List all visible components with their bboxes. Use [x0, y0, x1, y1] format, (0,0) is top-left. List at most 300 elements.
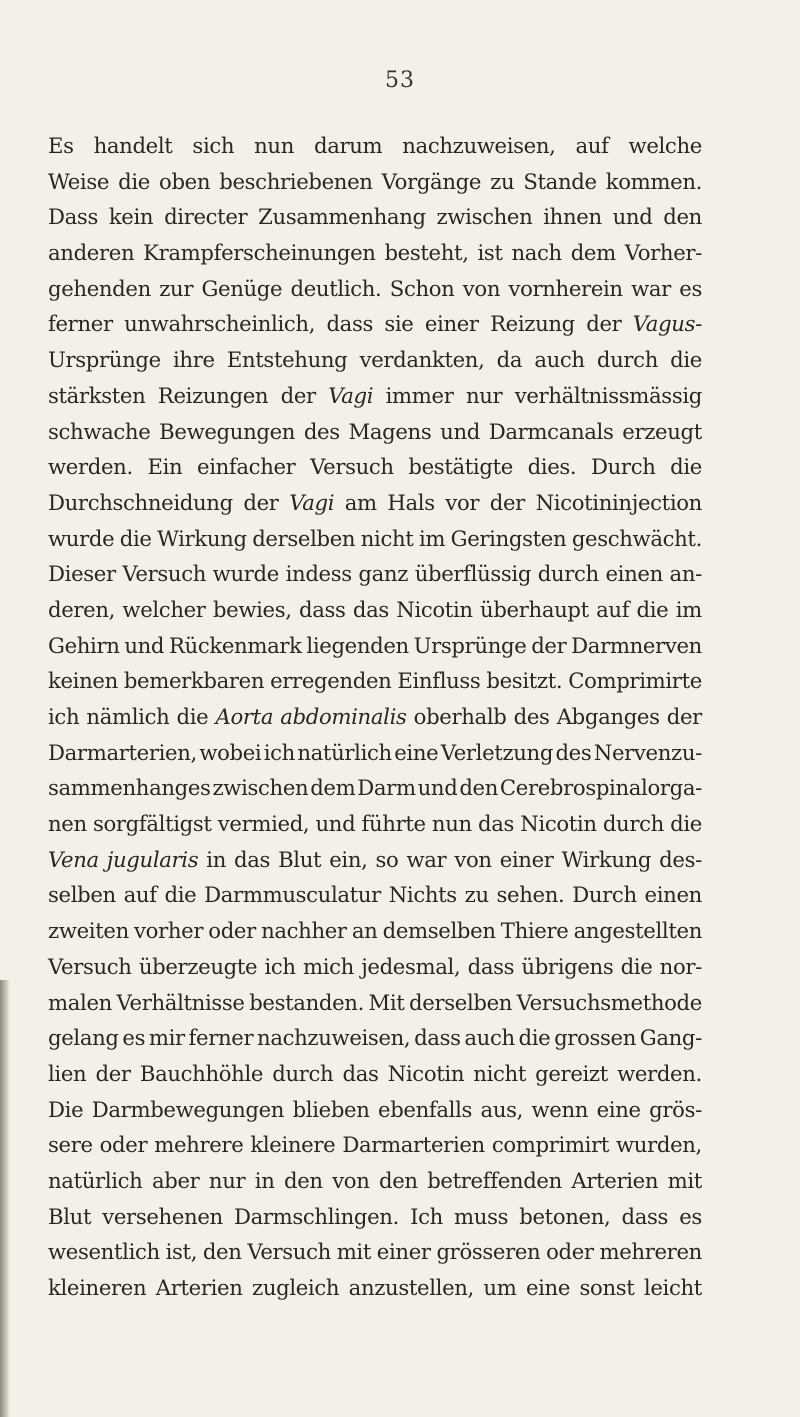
word: mit: [667, 1167, 702, 1193]
word: die: [670, 811, 702, 837]
word: Ein: [147, 454, 183, 480]
word: stärksten: [48, 382, 146, 408]
word: die: [670, 454, 702, 480]
word: vor: [445, 489, 480, 515]
word: eine: [596, 1096, 641, 1122]
word: muss: [454, 1203, 509, 1229]
word: dem: [570, 240, 616, 266]
word: betonen,: [519, 1203, 611, 1229]
word: anzustellen,: [348, 1275, 474, 1300]
text-line: [48, 1163, 702, 1199]
text-line: [48, 735, 702, 771]
word: war: [631, 275, 671, 301]
word: Ich: [410, 1203, 443, 1229]
text-line: [48, 271, 702, 307]
word: erzeugt: [622, 418, 702, 444]
word: Vagus-: [632, 311, 702, 337]
text-line: [48, 806, 702, 842]
word: bestanden.: [249, 989, 364, 1015]
word: nämlich: [86, 704, 170, 729]
word: so: [375, 846, 399, 872]
word: bewies,: [212, 596, 292, 622]
word: vermied,: [217, 811, 310, 837]
word: einfacher: [197, 454, 296, 480]
word: angestellten: [573, 918, 702, 944]
word: es: [122, 1025, 146, 1051]
word: eine: [394, 739, 439, 765]
word: ein,: [329, 846, 368, 872]
word: der: [666, 704, 702, 729]
word: Reizungen: [157, 382, 269, 408]
word: mehrere: [154, 1132, 244, 1158]
word: erregenden: [270, 668, 392, 694]
binding-shadow: [0, 980, 10, 1417]
word: und: [612, 204, 653, 230]
word: sorgfältigst: [92, 811, 212, 837]
word: einer: [499, 846, 554, 872]
word: eine: [525, 1275, 571, 1300]
word: wobei: [199, 739, 262, 765]
text-line: [48, 1020, 702, 1056]
word: Hals: [387, 489, 435, 515]
word: die: [636, 596, 669, 622]
word: der: [243, 489, 279, 515]
word: nach: [511, 240, 562, 266]
word: selben: [48, 882, 116, 908]
word: am: [344, 489, 377, 515]
word: beschriebenen: [219, 168, 373, 194]
word: wurde: [48, 525, 115, 551]
word: Arterien: [155, 1275, 243, 1300]
word: durch: [272, 1060, 334, 1086]
text-line: [48, 128, 702, 164]
text-line: [48, 913, 702, 949]
word: Nicotin: [520, 811, 597, 837]
word: Zusammenhang: [258, 204, 426, 230]
word: Darmschlingen.: [233, 1203, 399, 1229]
word: da: [496, 347, 523, 373]
word: ist: [477, 240, 503, 266]
word: nachher: [261, 918, 347, 944]
word: der: [531, 632, 567, 658]
text-line: [48, 342, 702, 378]
word: in: [254, 1167, 275, 1193]
word: ich: [48, 704, 80, 729]
word: handelt: [93, 133, 173, 158]
word: Ursprünge: [413, 632, 527, 658]
word: Darmnerven: [571, 632, 702, 658]
word: Darmarterien: [342, 1132, 485, 1158]
word: und: [124, 632, 165, 658]
word: grösseren: [436, 1239, 541, 1265]
word: und: [315, 811, 356, 837]
word: Stande: [523, 168, 597, 194]
word: Versuch: [310, 454, 394, 480]
word: auch: [464, 1025, 515, 1051]
word: Nicotininjection: [535, 489, 702, 515]
text-line: [48, 1199, 702, 1235]
text-line: [48, 877, 702, 913]
word: wurde: [212, 561, 279, 587]
word: den: [459, 775, 499, 801]
text-line: [48, 592, 702, 628]
word: führte: [361, 811, 426, 837]
word: deren,: [48, 596, 116, 622]
word: Magens: [348, 418, 432, 444]
word: gelang: [48, 1025, 119, 1051]
text-line: [48, 521, 702, 557]
word: Durch: [572, 882, 637, 908]
word: schwache: [48, 418, 151, 444]
word: der: [489, 489, 525, 515]
word: Cerebrospinalorga-: [499, 775, 702, 801]
word: Bauchhöhle: [139, 1060, 264, 1086]
word: Reizung: [490, 311, 575, 337]
word: Gang-: [639, 1025, 702, 1051]
word: Vagi: [289, 489, 335, 515]
word: die: [176, 704, 209, 729]
word: im: [675, 596, 702, 622]
word: das: [342, 1060, 379, 1086]
word: sich: [192, 133, 235, 158]
word: Einfluss: [397, 668, 481, 694]
word: Vagi: [328, 382, 374, 408]
body-text: [48, 128, 702, 1306]
text-line: [48, 1270, 702, 1306]
word: betreffenden: [427, 1167, 562, 1193]
word: oben: [159, 168, 211, 194]
word: auf: [123, 882, 157, 908]
word: Vorher-: [624, 240, 702, 266]
word: grös-: [649, 1096, 702, 1122]
word: übrigens: [521, 953, 614, 979]
word: Rückenmark: [168, 632, 302, 658]
word: indess: [285, 561, 352, 587]
word: versehenen: [102, 1203, 223, 1229]
word: es: [679, 1203, 702, 1229]
word: leicht: [643, 1275, 702, 1300]
text-line: [48, 842, 702, 878]
word: nor-: [659, 953, 702, 979]
word: Aorta: [215, 704, 274, 729]
word: den: [379, 1167, 418, 1193]
word: kleinere: [250, 1132, 336, 1158]
word: die: [118, 168, 150, 194]
word: mir: [148, 1025, 185, 1051]
word: das: [352, 596, 389, 622]
word: Durchschneidung: [48, 489, 233, 515]
word: ferner: [48, 311, 113, 337]
word: aber: [151, 1167, 200, 1193]
word: überhaupt: [480, 596, 589, 622]
word: werden.: [617, 1060, 702, 1086]
word: geschwächt.: [571, 525, 702, 551]
word: sehen.: [496, 882, 565, 908]
word: es: [679, 275, 702, 301]
word: den: [284, 1167, 323, 1193]
word: malen: [48, 989, 112, 1015]
text-line: [48, 1092, 702, 1128]
word: das: [478, 811, 515, 837]
word: Darmcanals: [488, 418, 614, 444]
word: gereizt: [535, 1060, 608, 1086]
word: die: [119, 525, 152, 551]
word: an: [351, 918, 378, 944]
text-line: [48, 235, 702, 271]
word: bemerkbaren: [123, 668, 265, 694]
word: Nicotin: [387, 1060, 465, 1086]
word: Ursprünge: [48, 347, 161, 373]
word: Dieser: [48, 561, 116, 587]
word: dass: [414, 1025, 461, 1051]
word: des: [513, 704, 550, 729]
word: darum: [313, 133, 383, 158]
word: um: [483, 1275, 517, 1300]
word: Vorgänge: [381, 168, 482, 194]
word: directer: [164, 204, 248, 230]
word: auf: [596, 596, 630, 622]
word: Es: [48, 133, 74, 158]
word: überflüssig: [414, 561, 532, 587]
word: vorher: [134, 918, 204, 944]
word: nachzuweisen,: [257, 1025, 411, 1051]
word: Blut: [278, 846, 322, 872]
word: dem: [310, 775, 356, 801]
text-line: [48, 770, 702, 806]
word: von: [454, 846, 492, 872]
word: besitzt.: [486, 668, 563, 694]
text-line: [48, 663, 702, 699]
word: ferner: [188, 1025, 254, 1051]
word: und: [440, 418, 480, 444]
text-line: [48, 378, 702, 414]
word: verdankten,: [359, 347, 485, 373]
text-line: [48, 985, 702, 1021]
word: oberhalb: [413, 704, 507, 729]
word: war: [406, 846, 447, 872]
word: ganz: [358, 561, 409, 587]
word: vornherein: [508, 275, 623, 301]
word: Versuch: [48, 953, 132, 979]
text-line: [48, 699, 702, 735]
word: sonst: [579, 1275, 635, 1300]
word: zwischen: [212, 775, 309, 801]
word: Versuch: [122, 561, 207, 587]
word: zwischen: [436, 204, 533, 230]
word: Wirkung: [561, 846, 652, 872]
word: Darmmusculatur: [204, 882, 381, 908]
word: einen: [644, 882, 702, 908]
word: Nicotin: [396, 596, 473, 622]
word: sie: [384, 311, 414, 337]
word: nicht: [360, 525, 414, 551]
word: zu: [490, 168, 515, 194]
word: blieben: [292, 1096, 370, 1122]
word: mehreren: [599, 1239, 702, 1265]
word: unwahrscheinlich,: [124, 311, 316, 337]
word: Thiere: [500, 918, 569, 944]
word: nun: [431, 811, 472, 837]
word: sere: [48, 1132, 93, 1158]
text-line: [48, 1056, 702, 1092]
word: ebenfalls: [378, 1096, 473, 1122]
word: verhältnissmässig: [514, 382, 702, 408]
word: auch: [534, 347, 585, 373]
word: immer: [385, 382, 454, 408]
word: abdominalis: [280, 704, 407, 729]
page-number: 53: [385, 68, 415, 93]
word: ihnen: [543, 204, 602, 230]
text-line: [48, 306, 702, 342]
word: einen: [605, 561, 663, 587]
word: zweiten: [48, 918, 129, 944]
word: einer: [424, 311, 479, 337]
word: Nichts: [388, 882, 457, 908]
word: Weise: [48, 168, 110, 194]
word: oder: [546, 1239, 594, 1265]
word: den: [202, 1239, 242, 1265]
word: oder: [208, 918, 256, 944]
word: der: [280, 382, 316, 408]
word: der: [586, 311, 622, 337]
word: ich: [264, 953, 296, 979]
word: wurden,: [616, 1132, 702, 1158]
word: dies.: [527, 454, 577, 480]
word: nen: [48, 811, 87, 837]
word: Versuchsmethode: [516, 989, 702, 1015]
word: grossen: [554, 1025, 637, 1051]
word: Darm: [357, 775, 416, 801]
word: wenn: [531, 1096, 589, 1122]
word: Dass: [48, 204, 98, 230]
word: die: [670, 347, 702, 373]
word: Durch: [590, 454, 656, 480]
word: Genüge: [201, 275, 283, 301]
word: Schon: [389, 275, 455, 301]
word: nur: [465, 382, 503, 408]
word: die: [164, 882, 197, 908]
word: Verhältnisse: [116, 989, 245, 1015]
text-line: [48, 1234, 702, 1270]
word: von: [332, 1167, 370, 1193]
word: aus,: [480, 1096, 524, 1122]
text-line: [48, 1127, 702, 1163]
word: und: [417, 775, 458, 801]
word: sammenhanges: [48, 775, 211, 801]
word: Abganges: [556, 704, 660, 729]
word: welcher: [122, 596, 206, 622]
text-line: [48, 414, 702, 450]
word: nachzuweisen,: [402, 133, 556, 158]
word: dass: [326, 311, 373, 337]
word: Verletzung: [440, 739, 554, 765]
text-line: [48, 556, 702, 592]
word: einer: [376, 1239, 431, 1265]
word: wesentlich: [48, 1239, 160, 1265]
word: gehenden: [48, 275, 151, 301]
word: natürlich: [297, 739, 392, 765]
word: die: [518, 1025, 551, 1051]
word: oder: [99, 1132, 148, 1158]
word: durch: [596, 347, 658, 373]
text-line: [48, 199, 702, 235]
text-line: [48, 485, 702, 521]
text-line: [48, 449, 702, 485]
word: comprimirt: [491, 1132, 610, 1158]
word: jedesmal,: [361, 953, 461, 979]
word: ihre: [172, 347, 215, 373]
word: Krampferscheinungen: [143, 240, 376, 266]
word: zugleich: [252, 1275, 340, 1300]
word: Nervenzu-: [593, 739, 702, 765]
word: anderen: [48, 240, 135, 266]
word: Darmbewegungen: [91, 1096, 285, 1122]
word: Vena: [48, 846, 99, 872]
word: dass: [299, 596, 346, 622]
word: Darmarterien,: [48, 739, 197, 765]
word: nicht: [473, 1060, 526, 1086]
word: demselben: [382, 918, 496, 944]
word: im: [418, 525, 446, 551]
word: Versuch: [247, 1239, 331, 1265]
word: Geringsten: [450, 525, 567, 551]
word: an-: [669, 561, 702, 587]
word: mit: [336, 1239, 372, 1265]
word: nur: [208, 1167, 246, 1193]
word: lien: [48, 1060, 87, 1086]
word: Entstehung: [226, 347, 348, 373]
word: des: [303, 418, 340, 444]
word: durch: [537, 561, 599, 587]
word: des-: [659, 846, 702, 872]
word: natürlich: [48, 1167, 143, 1193]
text-line: [48, 628, 702, 664]
word: nun: [254, 133, 295, 158]
word: mich: [302, 953, 354, 979]
word: von: [462, 275, 501, 301]
word: welche: [628, 133, 702, 158]
word: zur: [159, 275, 194, 301]
word: auf: [575, 133, 609, 158]
word: zu: [464, 882, 489, 908]
word: keinen: [48, 668, 118, 694]
word: kommen.: [605, 168, 702, 194]
word: ich: [263, 739, 295, 765]
word: das: [234, 846, 271, 872]
word: derselben: [409, 989, 513, 1015]
word: des: [555, 739, 592, 765]
word: kein: [108, 204, 154, 230]
word: dass: [467, 953, 515, 979]
word: bestätigte: [408, 454, 513, 480]
word: die: [620, 953, 653, 979]
word: Arterien: [571, 1167, 659, 1193]
word: derselben: [252, 525, 356, 551]
word: kleineren: [48, 1275, 147, 1300]
word: Mit: [368, 989, 405, 1015]
word: in: [206, 846, 227, 872]
word: der: [95, 1060, 131, 1086]
text-line: [48, 164, 702, 200]
word: Gehirn: [48, 632, 120, 658]
word: überzeugte: [138, 953, 258, 979]
word: jugularis: [106, 846, 199, 872]
word: liegenden: [306, 632, 409, 658]
word: durch: [602, 811, 664, 837]
word: Bewegungen: [159, 418, 296, 444]
word: deutlich.: [290, 275, 382, 301]
word: werden.: [48, 454, 133, 480]
